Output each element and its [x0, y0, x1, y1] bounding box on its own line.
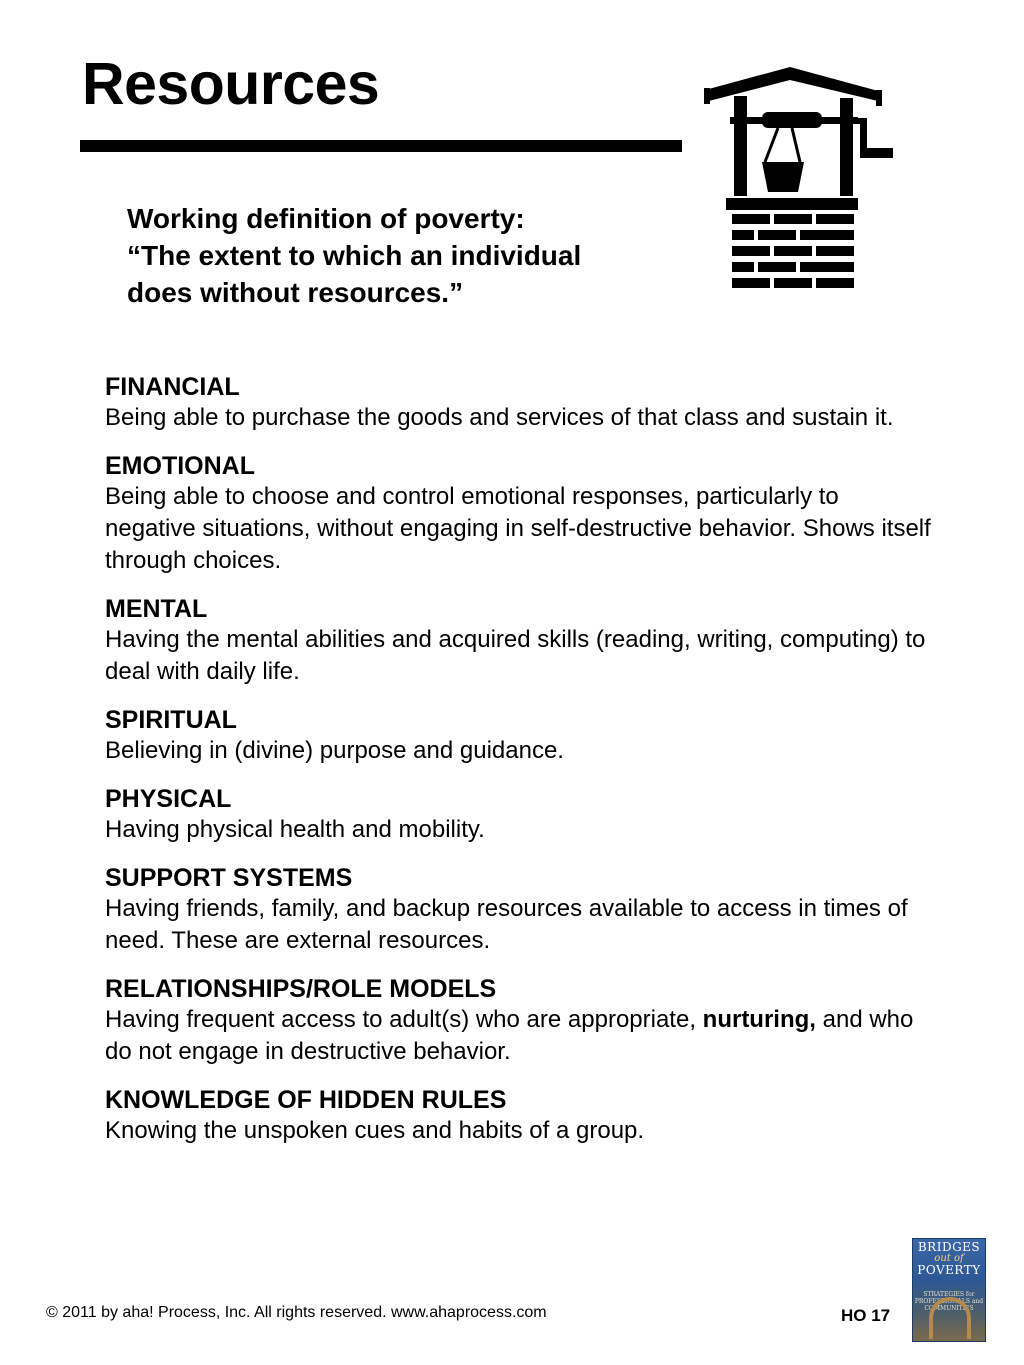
poverty-definition — [127, 200, 647, 311]
wishing-well-icon — [700, 62, 900, 302]
resource-item — [105, 1085, 935, 1147]
resource-title: FINANCIAL — [105, 373, 240, 401]
resource-description: Having physical health and mobility. — [105, 816, 485, 843]
resource-title: KNOWLEDGE OF HIDDEN RULES — [105, 1086, 507, 1114]
resource-title: SPIRITUAL — [105, 706, 237, 734]
book-cover-image — [912, 1238, 986, 1342]
copyright-notice: © 2011 by aha! Process, Inc. All rights reserved. www.ahaprocess.com — [46, 1304, 547, 1321]
resource-item — [105, 974, 935, 1068]
resource-title: RELATIONSHIPS/ROLE MODELS — [105, 975, 497, 1003]
resource-description — [105, 1004, 935, 1068]
emphasis-text: nurturing, — [702, 1006, 816, 1033]
book-title-line: POVERTY — [917, 1263, 981, 1277]
resource-title: MENTAL — [105, 595, 208, 623]
resource-item — [105, 451, 935, 577]
resource-title: EMOTIONAL — [105, 452, 255, 480]
resource-title: SUPPORT SYSTEMS — [105, 864, 353, 892]
resource-description: Being able to choose and control emotional responses, particularly to negative situations, without engaging in self-destructive behavior. Shows itself through choices. — [105, 483, 931, 574]
book-subtitle: STRATEGIES for PROFESSIONALS and COMMUNITIES — [914, 1291, 984, 1312]
resource-description: Believing in (divine) purpose and guidance. — [105, 737, 564, 764]
definition-line: does without resources.” — [127, 277, 464, 308]
resource-description: Having friends, family, and backup resources available to access in times of need. These are external resources. — [105, 895, 908, 954]
resource-item — [105, 372, 935, 434]
definition-line: “The extent to which an individual — [127, 240, 582, 271]
resource-list — [105, 372, 935, 1164]
resource-title: PHYSICAL — [105, 785, 232, 813]
title-divider — [80, 140, 682, 152]
resource-item — [105, 863, 935, 957]
definition-line: Working definition of poverty: — [127, 203, 525, 234]
description-text: Having frequent access to adult(s) who are appropriate, — [105, 1006, 703, 1033]
resource-description: Having the mental abilities and acquired skills (reading, writing, computing) to deal with daily life. — [105, 626, 926, 685]
book-title-line: out of — [934, 1253, 964, 1264]
description-text: and who do not engage in destructive behavior. — [105, 1006, 914, 1065]
resource-item — [105, 705, 935, 767]
handout-code: HO 17 — [841, 1306, 891, 1325]
page-title: Resources — [82, 51, 380, 117]
resource-description: Knowing the unspoken cues and habits of a group. — [105, 1117, 645, 1144]
book-title-line: BRIDGES — [917, 1240, 981, 1254]
resource-item — [105, 594, 935, 688]
resource-description: Being able to purchase the goods and services of that class and sustain it. — [105, 404, 894, 431]
bridge-arch-icon — [929, 1297, 971, 1339]
resource-item — [105, 784, 935, 846]
